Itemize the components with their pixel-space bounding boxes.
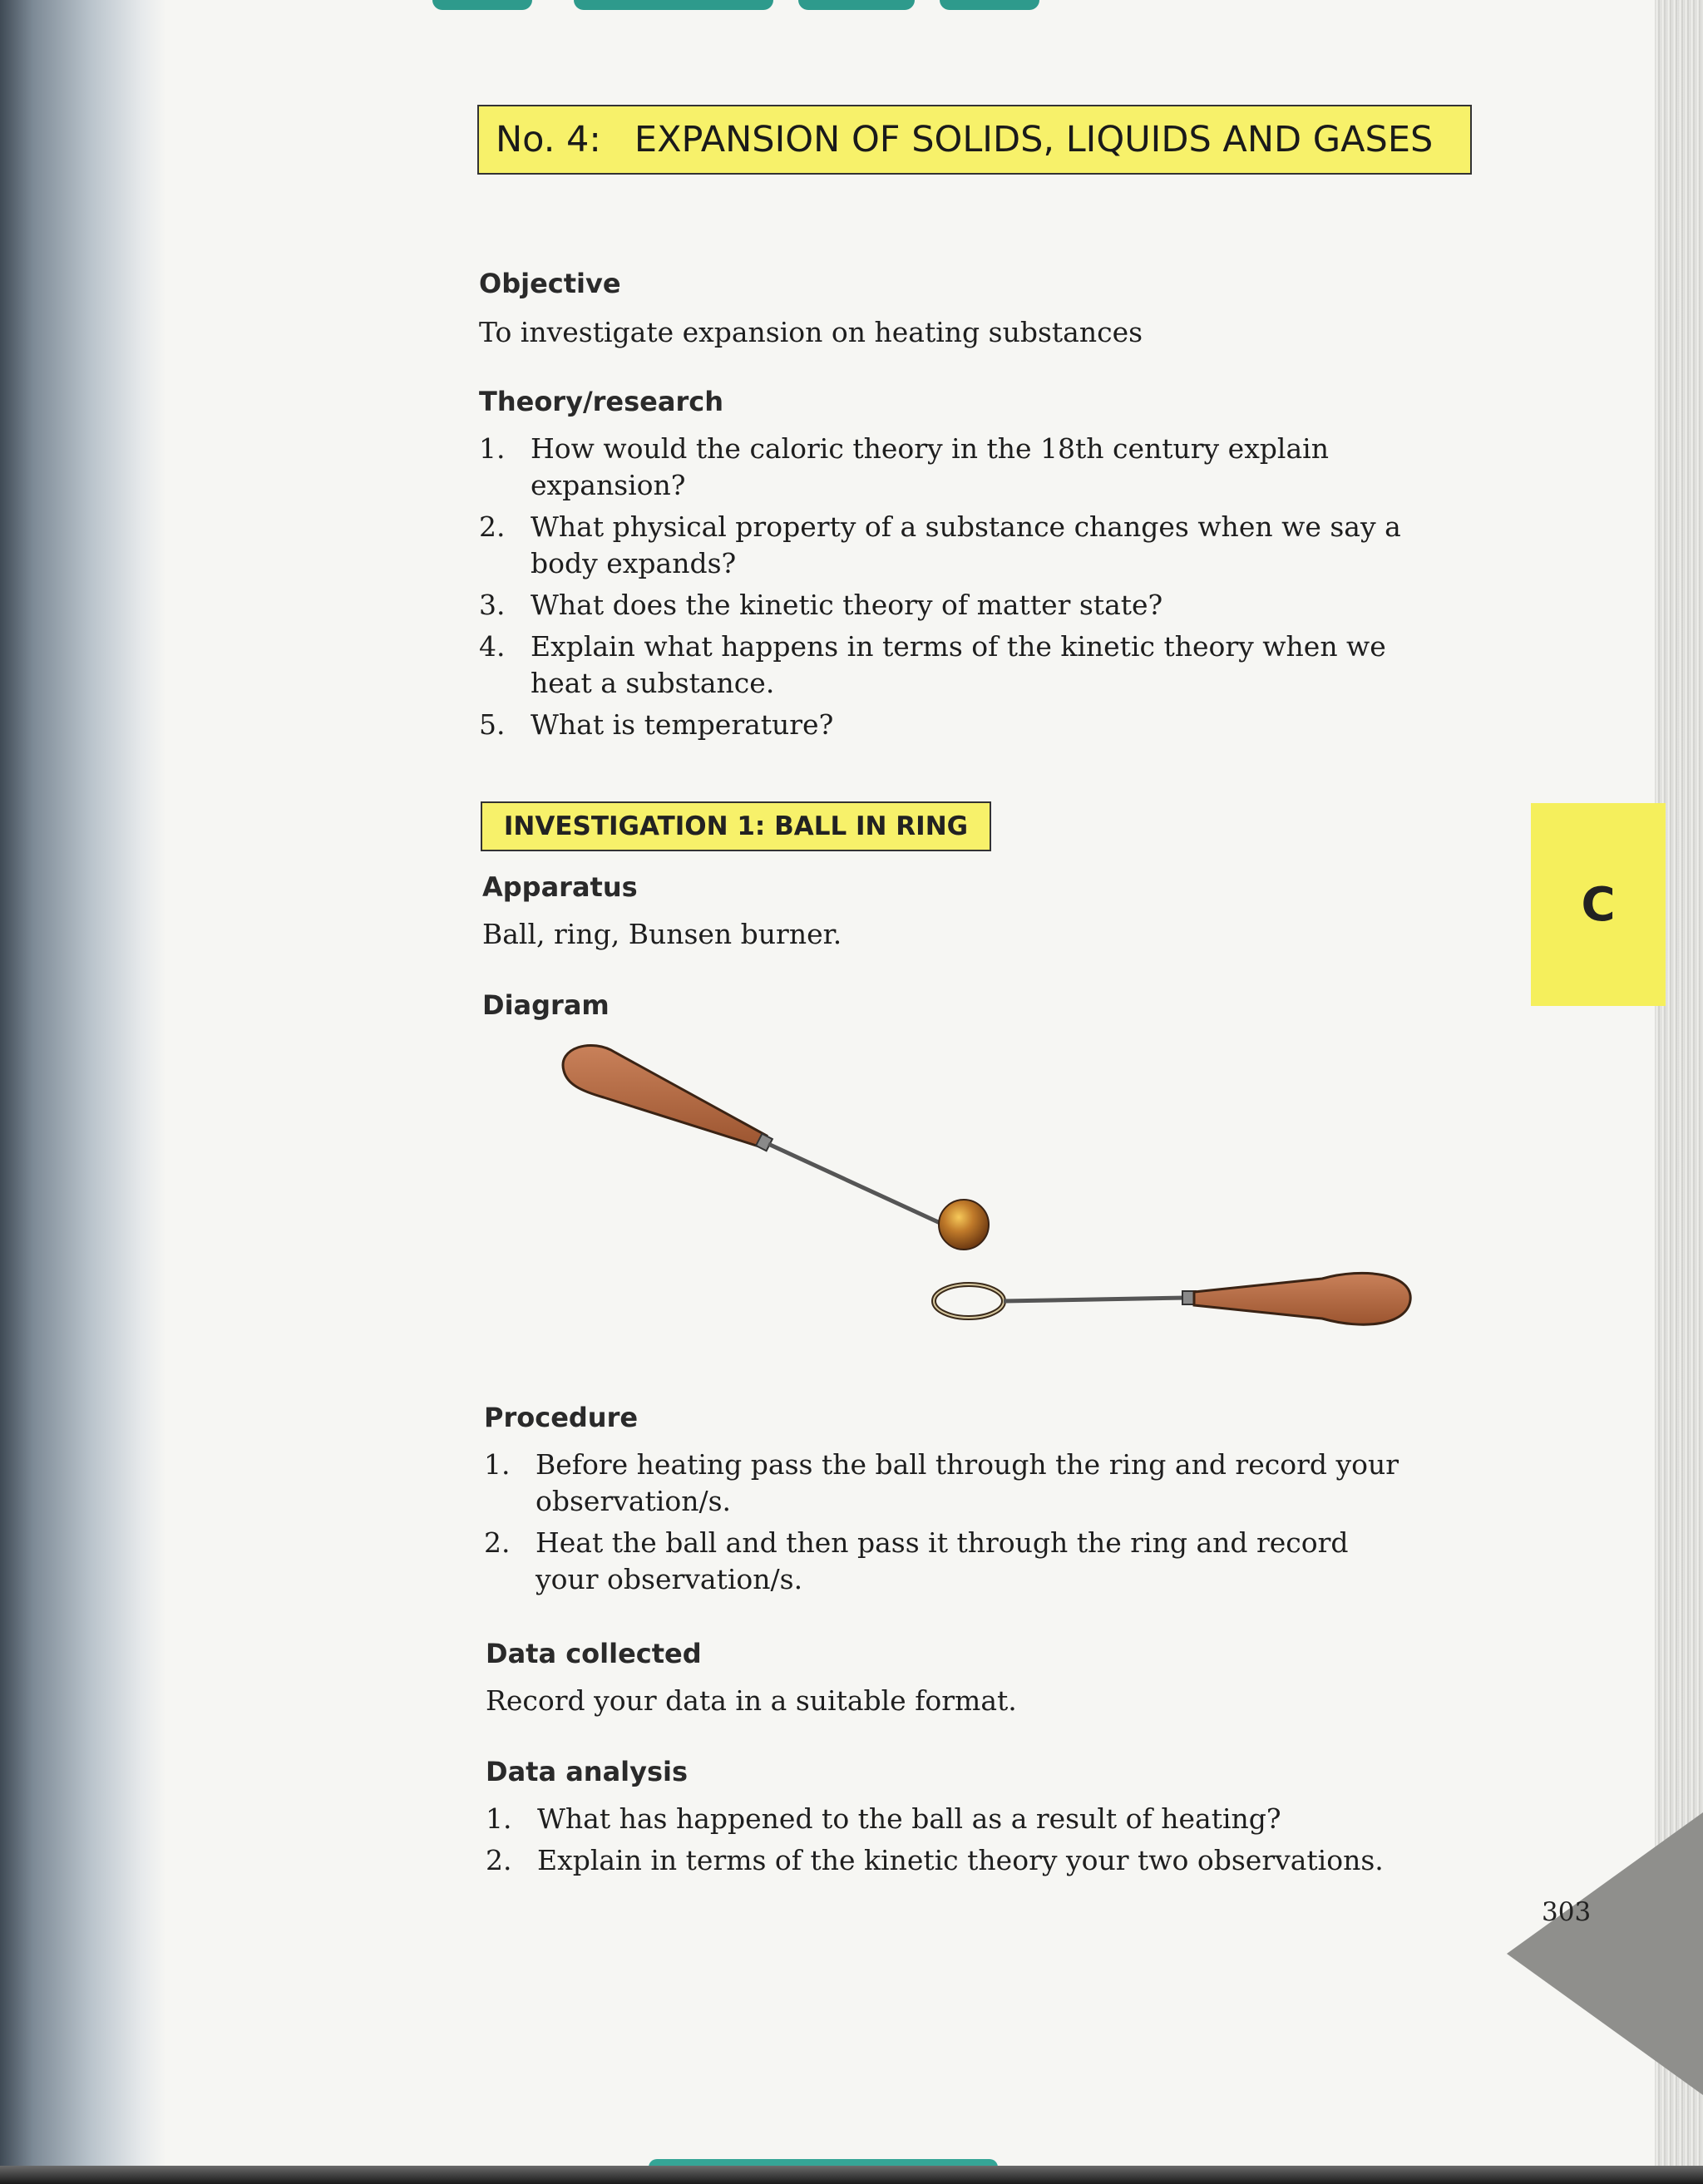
- top-scan-mark: [940, 0, 1039, 10]
- ring-handle: [1194, 1273, 1410, 1324]
- ball-rod: [768, 1144, 956, 1230]
- book-spine-shadow: [0, 0, 166, 2184]
- procedure-list: [484, 1447, 1415, 1598]
- chapter-title-box: [477, 105, 1472, 175]
- data-collected-heading: Data collected: [486, 1638, 702, 1669]
- list-item: 5. What is temperature?: [479, 708, 834, 741]
- metal-ball: [939, 1200, 989, 1250]
- objective-heading: Objective: [479, 268, 621, 299]
- list-item: 1. What has happened to the ball as a result of heating?: [486, 1802, 1281, 1835]
- page-corner-arrow: [1507, 1812, 1703, 2095]
- objective-text: To investigate expansion on heating substances: [479, 316, 1143, 348]
- chapter-number: No. 4:: [496, 119, 601, 160]
- ball-tool: [563, 1045, 989, 1250]
- theory-heading: Theory/research: [479, 386, 723, 417]
- list-item: 4. Explain what happens in terms of the kinetic theory when we heat a substance.: [479, 630, 1386, 699]
- list-item: 1. How would the caloric theory in the 18th century explain expansion?: [479, 432, 1329, 501]
- data-collected-text: Record your data in a suitable format.: [486, 1684, 1017, 1717]
- data-analysis-list: [486, 1801, 1442, 1879]
- ball-and-ring-diagram: [549, 1038, 1422, 1337]
- ring-tool: [934, 1273, 1410, 1324]
- bottom-scan-edge: [0, 2166, 1703, 2184]
- apparatus-text: Ball, ring, Bunsen burner.: [482, 918, 842, 950]
- top-scan-mark: [798, 0, 915, 10]
- ball-handle: [563, 1045, 767, 1147]
- apparatus-heading: Apparatus: [482, 871, 638, 903]
- theory-list: [479, 431, 1469, 743]
- chapter-title: EXPANSION OF SOLIDS, LIQUIDS AND GASES: [634, 119, 1434, 160]
- list-item: 2. What physical property of a substance changes when we say a body expands?: [479, 510, 1401, 579]
- top-scan-mark: [574, 0, 773, 10]
- procedure-heading: Procedure: [484, 1402, 639, 1433]
- section-tab: [1531, 803, 1666, 1006]
- diagram-heading: Diagram: [482, 989, 610, 1021]
- list-item: 2. Heat the ball and then pass it through the ring and record your observation/s.: [484, 1526, 1349, 1595]
- list-item: 2. Explain in terms of the kinetic theory your two observations.: [486, 1844, 1384, 1876]
- list-item: 1. Before heating pass the ball through the ring and record your observation/s.: [484, 1448, 1399, 1517]
- top-scan-mark: [432, 0, 532, 10]
- ring-rod: [1004, 1298, 1186, 1301]
- investigation-title: INVESTIGATION 1: BALL IN RING: [481, 801, 991, 851]
- section-tab-letter: C: [1581, 877, 1616, 932]
- page-number: 303: [1542, 1897, 1592, 1927]
- data-analysis-heading: Data analysis: [486, 1756, 689, 1787]
- list-item: 3. What does the kinetic theory of matter state?: [479, 589, 1163, 621]
